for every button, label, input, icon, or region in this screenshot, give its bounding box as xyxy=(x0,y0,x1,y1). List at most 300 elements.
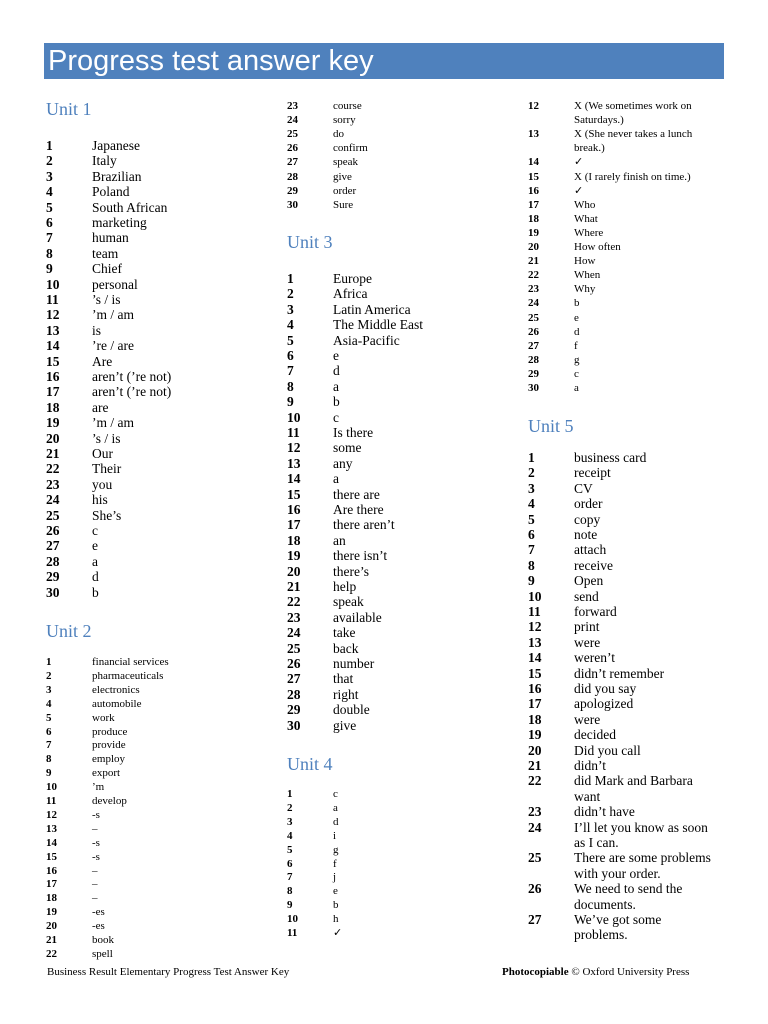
question-number: 14 xyxy=(528,650,542,666)
answer-text: Latin America xyxy=(333,301,411,317)
answer-text: available xyxy=(333,609,382,625)
question-number: 21 xyxy=(528,255,539,268)
answer-text: sorry xyxy=(333,114,356,127)
answer-text: f xyxy=(333,857,337,870)
question-number: 25 xyxy=(287,640,301,656)
question-number: 23 xyxy=(528,283,539,296)
question-number: 5 xyxy=(287,843,293,856)
question-number: 24 xyxy=(46,492,60,508)
answer-text: aren’t (’re not) xyxy=(92,369,172,384)
answer-text: Our xyxy=(92,446,113,461)
answer-text: X (She never takes a lunch xyxy=(574,128,693,141)
answer-text: attach xyxy=(574,542,607,558)
footer-left-text: Business Result Elementary Progress Test Answer Key xyxy=(47,966,290,978)
answer-text: Where xyxy=(574,226,604,239)
question-number: 27 xyxy=(287,156,298,169)
answer-text: ✓ xyxy=(333,927,343,939)
answer-text: course xyxy=(333,100,362,112)
answer-text-continued: as I can. xyxy=(574,835,619,850)
question-number: 24 xyxy=(528,819,542,835)
answer-text-continued: documents. xyxy=(574,896,636,912)
question-number: 11 xyxy=(287,425,300,440)
question-number: 5 xyxy=(528,511,535,527)
footer-photocopiable: Photocopiable xyxy=(502,966,569,978)
question-number: 7 xyxy=(287,363,294,379)
question-number: 14 xyxy=(528,156,539,169)
answer-text: right xyxy=(333,686,359,702)
question-number: 14 xyxy=(46,338,60,354)
answer-text: confirm xyxy=(333,142,368,155)
answer-text: Is there xyxy=(333,425,374,440)
question-number: 20 xyxy=(46,920,57,933)
answer-text: – xyxy=(92,864,98,877)
question-number: 7 xyxy=(287,871,293,884)
answer-text: -s xyxy=(92,836,100,849)
answer-text: Their xyxy=(92,461,122,477)
question-number: 1 xyxy=(287,271,294,286)
question-number: 8 xyxy=(287,885,293,898)
question-number: 10 xyxy=(46,276,60,292)
answer-text: d xyxy=(333,815,339,828)
answer-text: How often xyxy=(574,241,621,253)
answer-text: decided xyxy=(574,727,616,743)
answer-text: do xyxy=(333,128,344,141)
question-number: 28 xyxy=(287,686,301,702)
answer-text: She’s xyxy=(92,507,122,523)
answer-text: any xyxy=(333,455,353,471)
answer-text: note xyxy=(574,527,598,542)
question-number: 8 xyxy=(46,245,53,261)
question-number: 24 xyxy=(528,297,539,310)
question-number: 4 xyxy=(46,697,52,710)
question-number: 12 xyxy=(46,307,60,323)
answer-text: c xyxy=(333,409,339,425)
answer-text: marketing xyxy=(92,215,147,230)
answer-text: copy xyxy=(574,511,601,527)
question-number: 17 xyxy=(287,517,301,533)
question-number: 3 xyxy=(287,815,293,828)
question-number: 3 xyxy=(46,683,52,696)
question-number: 21 xyxy=(528,758,542,773)
question-number: 11 xyxy=(528,604,541,619)
page-title: Progress test answer key xyxy=(48,45,374,77)
question-number: 6 xyxy=(287,857,293,870)
answer-text: apologized xyxy=(574,696,634,712)
question-number: 27 xyxy=(287,671,301,687)
answer-text: ’s / is xyxy=(92,430,121,446)
answer-text: personal xyxy=(92,276,138,292)
answer-text: c xyxy=(574,367,579,380)
question-number: 16 xyxy=(287,502,301,517)
question-number: 13 xyxy=(287,455,301,471)
question-number: 16 xyxy=(46,369,60,384)
answer-text: e xyxy=(333,885,338,898)
answer-text: – xyxy=(92,822,98,835)
answer-text: export xyxy=(92,767,121,780)
answer-text: there aren’t xyxy=(333,517,395,533)
unit1-heading: Unit 1 xyxy=(46,99,92,119)
question-number: 30 xyxy=(287,198,298,211)
footer-copyright: © Oxford University Press xyxy=(571,966,690,978)
answer-text: number xyxy=(333,656,375,671)
answer-text: electronics xyxy=(92,683,140,696)
answer-text: are xyxy=(92,399,109,415)
answer-text: spell xyxy=(92,947,113,960)
answer-text: there’s xyxy=(333,563,369,579)
answer-text: e xyxy=(333,348,339,363)
answer-text: What xyxy=(574,212,598,225)
question-number: 18 xyxy=(46,399,60,415)
question-number: 29 xyxy=(46,569,60,585)
question-number: 7 xyxy=(46,739,52,752)
answer-text-continued: with your order. xyxy=(574,865,661,881)
answer-text-continued: want xyxy=(574,788,601,804)
question-number: 19 xyxy=(528,226,539,239)
answer-text: -es xyxy=(92,906,105,919)
question-number: 23 xyxy=(46,476,60,492)
answer-text: h xyxy=(333,913,339,926)
question-number: 1 xyxy=(46,138,53,153)
question-number: 7 xyxy=(528,542,535,558)
answer-text: We’ve got some xyxy=(574,912,662,927)
question-number: 2 xyxy=(46,153,53,169)
question-number: 4 xyxy=(528,496,535,512)
answer-text: did you say xyxy=(574,681,637,696)
question-number: 6 xyxy=(287,348,294,363)
answer-text: were xyxy=(574,634,601,650)
answer-text: c xyxy=(333,788,338,800)
question-number: 12 xyxy=(528,100,539,112)
answer-text: ’re / are xyxy=(92,338,134,354)
answer-text: ’m xyxy=(92,781,105,794)
answer-text: How xyxy=(574,255,596,268)
answer-text: help xyxy=(333,579,357,594)
question-number: 18 xyxy=(46,892,57,905)
question-number: 13 xyxy=(46,322,60,338)
answer-text: Europe xyxy=(333,271,372,286)
answer-text: human xyxy=(92,230,129,246)
answer-text: some xyxy=(333,440,362,456)
answer-text: speak xyxy=(333,156,359,169)
question-number: 9 xyxy=(287,899,293,912)
question-number: 21 xyxy=(287,579,301,594)
answer-text: g xyxy=(333,843,339,856)
unit5-heading: Unit 5 xyxy=(528,416,574,436)
question-number: 17 xyxy=(528,198,539,211)
question-number: 3 xyxy=(287,301,294,317)
question-number: 4 xyxy=(287,829,293,842)
question-number: 19 xyxy=(287,548,301,564)
answer-text: back xyxy=(333,640,359,656)
answer-text: Open xyxy=(574,573,604,589)
question-number: 29 xyxy=(287,184,298,197)
answer-text: take xyxy=(333,625,356,641)
answer-text: pharmaceuticals xyxy=(92,669,164,682)
answer-text: an xyxy=(333,532,346,548)
answer-text: There are some problems xyxy=(574,850,711,866)
answer-text: work xyxy=(92,711,115,724)
answer-text: Poland xyxy=(92,184,130,200)
answer-text: – xyxy=(92,878,98,891)
question-number: 25 xyxy=(46,507,60,523)
answer-text: When xyxy=(574,269,601,282)
answer-text: CV xyxy=(574,480,593,496)
question-number: 23 xyxy=(528,804,542,820)
question-number: 3 xyxy=(528,480,535,496)
question-number: 15 xyxy=(287,486,301,502)
question-number: 22 xyxy=(287,594,301,610)
question-number: 1 xyxy=(287,788,293,800)
question-number: 30 xyxy=(46,584,60,600)
answer-text: Chief xyxy=(92,261,122,277)
question-number: 9 xyxy=(287,394,294,410)
question-number: 22 xyxy=(46,461,60,477)
answer-text: Africa xyxy=(333,286,368,302)
answer-text: receive xyxy=(574,557,613,573)
answer-text: order xyxy=(574,496,603,512)
question-number: 12 xyxy=(287,440,301,456)
answer-text: business card xyxy=(574,450,647,465)
question-number: 25 xyxy=(528,311,539,324)
question-number: 9 xyxy=(46,767,52,780)
answer-text: Japanese xyxy=(92,138,140,153)
question-number: 19 xyxy=(46,415,60,431)
question-number: 12 xyxy=(528,619,542,635)
answer-text: j xyxy=(333,871,337,884)
answer-text: ’m / am xyxy=(92,307,134,323)
answer-text: X (We sometimes work on xyxy=(574,100,692,112)
question-number: 19 xyxy=(46,906,57,919)
question-number: 10 xyxy=(287,409,301,425)
answer-text: were xyxy=(574,711,601,727)
answer-text: didn’t have xyxy=(574,804,635,820)
unit2-heading: Unit 2 xyxy=(46,621,92,641)
answer-text: c xyxy=(92,523,98,538)
question-number: 26 xyxy=(287,656,301,671)
question-number: 13 xyxy=(528,128,539,141)
question-number: 22 xyxy=(46,947,57,960)
answer-text: Italy xyxy=(92,153,117,169)
answer-text: Who xyxy=(574,198,596,211)
question-number: 20 xyxy=(528,742,542,758)
answer-text: that xyxy=(333,671,354,687)
answer-text: i xyxy=(333,829,337,842)
question-number: 8 xyxy=(46,753,52,766)
answer-text: employ xyxy=(92,753,125,766)
answer-text: ’m / am xyxy=(92,415,134,431)
question-number: 20 xyxy=(287,563,301,579)
question-number: 5 xyxy=(46,199,53,215)
unit4-heading: Unit 4 xyxy=(287,754,333,774)
question-number: 5 xyxy=(287,332,294,348)
question-number: 2 xyxy=(287,286,294,302)
answer-text: produce xyxy=(92,725,128,738)
answer-text: d xyxy=(92,569,99,585)
question-number: 5 xyxy=(46,711,52,724)
question-number: 15 xyxy=(528,170,539,183)
answer-text: – xyxy=(92,892,98,905)
answer-text: d xyxy=(574,325,580,338)
question-number: 2 xyxy=(287,801,293,814)
question-number: 3 xyxy=(46,168,53,184)
question-number: 13 xyxy=(528,634,542,650)
answer-text: -s xyxy=(92,808,100,821)
question-number: 15 xyxy=(528,665,542,681)
answer-text: Did you call xyxy=(574,742,641,758)
question-number: 24 xyxy=(287,625,301,641)
answer-text: double xyxy=(333,702,370,718)
answer-text: Are there xyxy=(333,502,384,517)
answer-text: develop xyxy=(92,795,127,807)
question-number: 24 xyxy=(287,114,298,127)
answer-text: e xyxy=(92,538,98,554)
question-number: 18 xyxy=(528,212,539,225)
answer-text: -es xyxy=(92,920,105,933)
question-number: 23 xyxy=(287,609,301,625)
answer-text: his xyxy=(92,492,108,508)
answer-text-continued: problems. xyxy=(574,927,628,943)
question-number: 15 xyxy=(46,850,57,863)
question-number: 28 xyxy=(46,553,60,569)
answer-text: speak xyxy=(333,594,364,610)
question-number: 1 xyxy=(46,656,52,668)
question-number: 22 xyxy=(528,773,542,789)
question-number: 4 xyxy=(287,317,294,333)
question-number: 27 xyxy=(528,912,542,927)
question-number: 7 xyxy=(46,230,53,246)
answer-text: f xyxy=(574,339,578,352)
answer-text: Asia-Pacific xyxy=(333,332,400,348)
answer-text: Why xyxy=(574,283,596,296)
answer-text: I’ll let you know as soon xyxy=(574,819,708,835)
answer-text: team xyxy=(92,245,119,261)
question-number: 16 xyxy=(46,864,57,877)
answer-text: South African xyxy=(92,199,168,215)
question-number: 17 xyxy=(46,384,60,400)
question-number: 26 xyxy=(528,881,542,897)
answer-text-continued: Saturdays.) xyxy=(574,114,624,127)
question-number: 10 xyxy=(528,588,542,604)
answer-text: aren’t (’re not) xyxy=(92,384,172,400)
answer-text: there are xyxy=(333,486,380,502)
answer-text: didn’t xyxy=(574,758,607,773)
question-number: 27 xyxy=(46,538,60,554)
question-number: 12 xyxy=(46,808,57,821)
unit3-heading: Unit 3 xyxy=(287,232,333,252)
question-number: 16 xyxy=(528,681,542,696)
answer-text: provide xyxy=(92,739,126,752)
answer-text: d xyxy=(333,363,340,379)
answer-text: automobile xyxy=(92,697,142,710)
answer-text-continued: break.) xyxy=(574,142,605,155)
question-number: 11 xyxy=(46,292,59,307)
answer-text: a xyxy=(333,378,339,394)
answer-text: b xyxy=(333,899,339,912)
answer-text: did Mark and Barbara xyxy=(574,773,693,789)
question-number: 8 xyxy=(528,557,535,573)
question-number: 8 xyxy=(287,378,294,394)
question-number: 15 xyxy=(46,353,60,369)
question-number: 1 xyxy=(528,450,535,465)
question-number: 21 xyxy=(46,934,57,946)
question-number: 21 xyxy=(46,446,60,461)
question-number: 23 xyxy=(287,100,298,112)
answer-text: a xyxy=(574,382,579,394)
question-number: 26 xyxy=(287,142,298,155)
answer-text: X (I rarely finish on time.) xyxy=(574,170,691,183)
question-number: 22 xyxy=(528,269,539,282)
question-number: 6 xyxy=(46,215,53,230)
question-number: 9 xyxy=(46,261,53,277)
question-number: 10 xyxy=(287,913,298,926)
question-number: 28 xyxy=(528,353,539,366)
question-number: 17 xyxy=(528,696,542,712)
question-number: 11 xyxy=(46,795,57,807)
answer-text: you xyxy=(92,476,113,492)
question-number: 16 xyxy=(528,184,539,197)
answer-text: give xyxy=(333,170,352,183)
question-number: 18 xyxy=(528,711,542,727)
question-number: 2 xyxy=(46,669,52,682)
answer-text: send xyxy=(574,588,599,604)
question-number: 28 xyxy=(287,170,298,183)
answer-text: e xyxy=(574,311,579,324)
footer-left xyxy=(47,966,289,978)
title-banner xyxy=(44,43,724,79)
answer-text: The Middle East xyxy=(333,317,423,333)
question-number: 9 xyxy=(528,573,535,589)
question-number: 10 xyxy=(46,781,57,794)
answer-text: a xyxy=(333,801,338,814)
answer-text: order xyxy=(333,184,357,197)
answer-text: Are xyxy=(92,353,113,369)
question-number: 13 xyxy=(46,822,57,835)
question-number: 27 xyxy=(528,339,539,352)
answer-text: give xyxy=(333,717,357,733)
answer-text: is xyxy=(92,322,102,338)
answer-text: g xyxy=(574,353,580,366)
answer-text: didn’t remember xyxy=(574,665,665,681)
question-number: 29 xyxy=(287,702,301,718)
answer-text: -s xyxy=(92,850,100,863)
question-number: 30 xyxy=(287,717,301,733)
answer-text: b xyxy=(333,394,340,410)
answer-text: weren’t xyxy=(574,650,615,666)
answer-text: Sure xyxy=(333,198,354,211)
answer-text: print xyxy=(574,619,600,635)
answer-text: b xyxy=(92,584,99,600)
answer-text: ’s / is xyxy=(92,292,121,307)
question-number: 11 xyxy=(287,927,298,939)
answer-text: receipt xyxy=(574,465,611,481)
question-number: 25 xyxy=(528,850,542,866)
question-number: 19 xyxy=(528,727,542,743)
question-number: 29 xyxy=(528,367,539,380)
answer-text: ✓ xyxy=(574,156,584,169)
question-number: 2 xyxy=(528,465,535,481)
answer-text: forward xyxy=(574,604,617,619)
answer-text: a xyxy=(92,553,98,569)
question-number: 4 xyxy=(46,184,53,200)
answer-text: a xyxy=(333,471,339,487)
question-number: 25 xyxy=(287,128,298,141)
answer-text: financial services xyxy=(92,656,169,668)
answer-text: Brazilian xyxy=(92,168,142,184)
question-number: 26 xyxy=(528,325,539,338)
answer-text: there isn’t xyxy=(333,548,388,564)
footer-right xyxy=(502,966,689,978)
question-number: 20 xyxy=(46,430,60,446)
